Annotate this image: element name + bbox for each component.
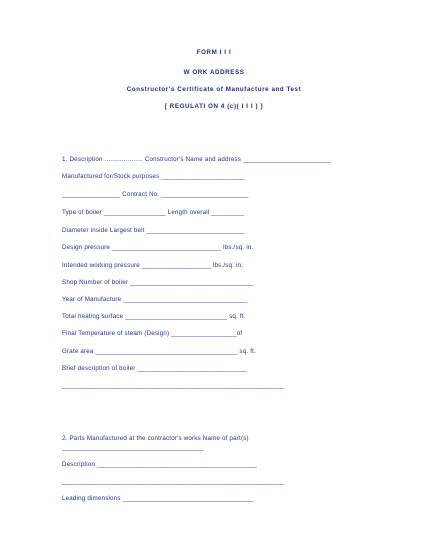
parts-manufactured-line: 2. Parts Manufactured at the contractor's works Name of part(s) xyxy=(62,435,249,442)
work-address-heading: W ORK ADDRESS xyxy=(183,69,245,76)
final-temperature-line: Final Temperature of steam (Design) __________________of xyxy=(62,330,243,337)
grate-area-line: Grate area _______________________________________ sq. ft. xyxy=(62,348,256,355)
type-of-boiler-line: Type of boiler _________________ Length overall _________ xyxy=(62,209,245,216)
contract-no-line: ________________ Contract No. ________________________ xyxy=(62,191,249,198)
blank-line: _____________________________________________________________ xyxy=(62,382,285,389)
heating-surface-line: Total heating surface ____________________________ sq. ft. xyxy=(62,313,246,320)
manufactured-for-line: Manufactured for/Stock purposes _______________________ xyxy=(62,173,246,180)
shop-number-line: Shop Number of boiler __________________________________ xyxy=(62,279,254,286)
part-description-line: Description ____________________________________________ xyxy=(62,461,258,468)
diameter-line: Diameter inside Largest belt ___________________________ xyxy=(62,227,245,234)
form-number: FORM I I I xyxy=(196,49,232,56)
regulation-reference: [ REGULATI ON 4 (c)( I I I ) ] xyxy=(164,103,264,110)
certificate-title: Constructor's Certificate of Manufacture and Test xyxy=(126,86,302,93)
parts-blank-line: _______________________________________ xyxy=(62,444,205,451)
year-of-manufacture-line: Year of Manufacture __________________________________ xyxy=(62,296,248,303)
leading-dimensions-line: Leading dimensions ____________________________________ xyxy=(62,495,254,502)
brief-description-line: Brief description of boiler ______________________________ xyxy=(62,365,247,372)
design-pressure-line: Design pressure ______________________________ lbs./sq. in. xyxy=(62,244,254,251)
description-line: 1. Description .................... Constructor's Name and address ________________________ xyxy=(62,156,331,163)
blank-line: _____________________________________________________________ xyxy=(62,478,285,485)
working-pressure-line: Intended working pressure ___________________ lbs./sq. in. xyxy=(62,262,244,269)
